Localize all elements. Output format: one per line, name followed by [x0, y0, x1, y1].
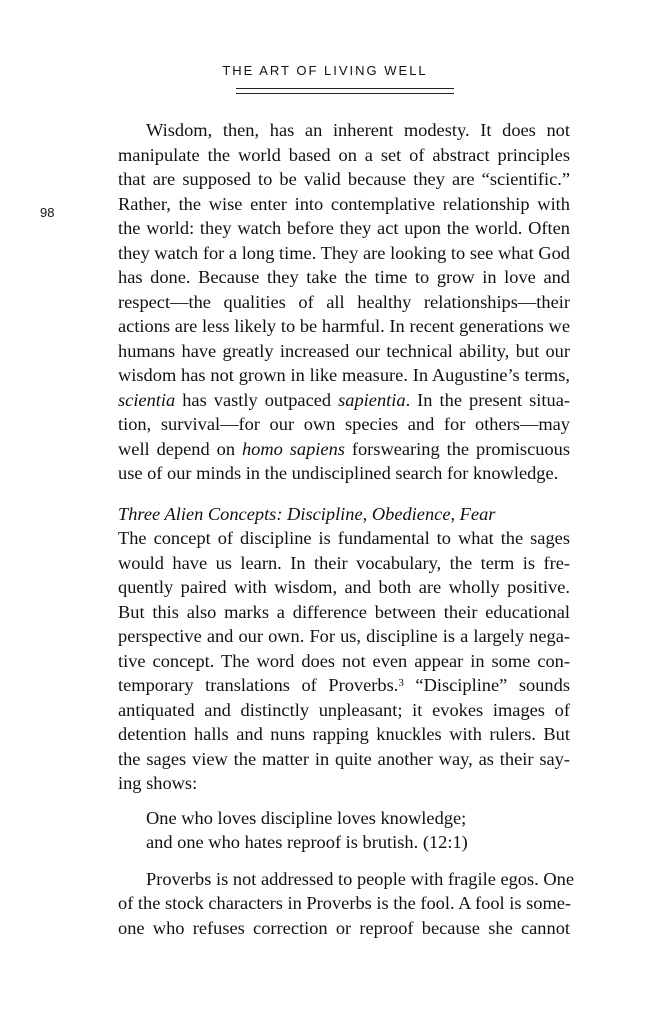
text-line: detention halls and nuns rapping knuckles with rulers. But — [118, 724, 570, 744]
text-line: one who refuses correction or reproof because she cannot — [118, 917, 570, 938]
footnote-marker: 3 — [398, 677, 404, 689]
text-line: would have us learn. In their vocabulary, the term is fre- — [118, 552, 570, 573]
block-quote — [118, 806, 570, 855]
text-line-with-footnote: temporary translations of Proverbs.$^3$ “Discipline” sounds — [118, 675, 570, 695]
text-line: tion, survival—for our own species and for others—may — [118, 414, 570, 434]
text-line: use of our minds in the undisciplined search for knowledge. — [118, 463, 559, 483]
running-head-rule — [236, 88, 454, 94]
text-line: humans have greatly increased our technical ability, but our — [118, 340, 570, 361]
text-line: antiquated and distinctly unpleasant; it evokes images of — [118, 699, 570, 720]
text-line: the sages view the matter in quite another way, as their say- — [118, 748, 570, 769]
paragraph-1 — [118, 118, 570, 486]
italic-term-sapientia: sapientia — [338, 389, 406, 410]
text-line: tive concept. The word does not even appear in some con- — [118, 650, 570, 671]
text-line: Rather, the wise enter into contemplative relationship with — [118, 193, 570, 214]
text-line: actions are less likely to be harmful. In recent generations we — [118, 316, 570, 336]
text-line: quently paired with wisdom, and both are wholly positive. — [118, 577, 570, 597]
paragraph-3 — [118, 867, 574, 941]
text-line: Wisdom, then, has an inherent modesty. It does not — [146, 120, 570, 140]
text-line-italic-terms: scientia has vastly outpaced sapientia. In the present situa- — [118, 389, 570, 410]
text-line: respect—the qualities of all healthy relationships—their — [118, 291, 570, 312]
paragraph-2 — [118, 526, 570, 796]
text-line: perspective and our own. For us, discipline is a largely nega- — [118, 626, 570, 646]
running-head: THE ART OF LIVING WELL — [222, 63, 428, 78]
text-line: that are supposed to be valid because they are “scientific.” — [118, 169, 570, 189]
body-text — [118, 118, 574, 940]
text-line: Proverbs is not addressed to people with fragile egos. One — [146, 868, 574, 889]
text-line-italic-terms: well depend on homo sapiens forswearing the promiscuous — [118, 438, 570, 459]
page-number: 98 — [40, 205, 55, 220]
text-line: wisdom has not grown in like measure. In Augustine’s terms, — [118, 365, 570, 385]
quote-line: One who loves discipline loves knowledge; — [146, 807, 467, 828]
text-line: The concept of discipline is fundamental to what the sages — [118, 528, 570, 548]
section-heading: Three Alien Concepts: Discipline, Obedience, Fear — [118, 503, 496, 524]
text-line: has done. Because they take the time to grow in love and — [118, 267, 570, 287]
text-line: manipulate the world based on a set of abstract principles — [118, 144, 570, 165]
text-line: they watch for a long time. They are looking to see what God — [118, 242, 570, 263]
text-line: of the stock characters in Proverbs is the fool. A fool is some- — [118, 893, 572, 913]
text-line: ing shows: — [118, 773, 198, 793]
text-line: the world: they watch before they act upon the world. Often — [118, 218, 570, 238]
text-line: But this also marks a difference between their educational — [118, 601, 570, 622]
italic-term-scientia: scientia — [118, 389, 176, 410]
quote-line: and one who hates reproof is brutish. (12:1) — [146, 832, 468, 852]
italic-term-homo-sapiens: homo sapiens — [241, 438, 345, 459]
